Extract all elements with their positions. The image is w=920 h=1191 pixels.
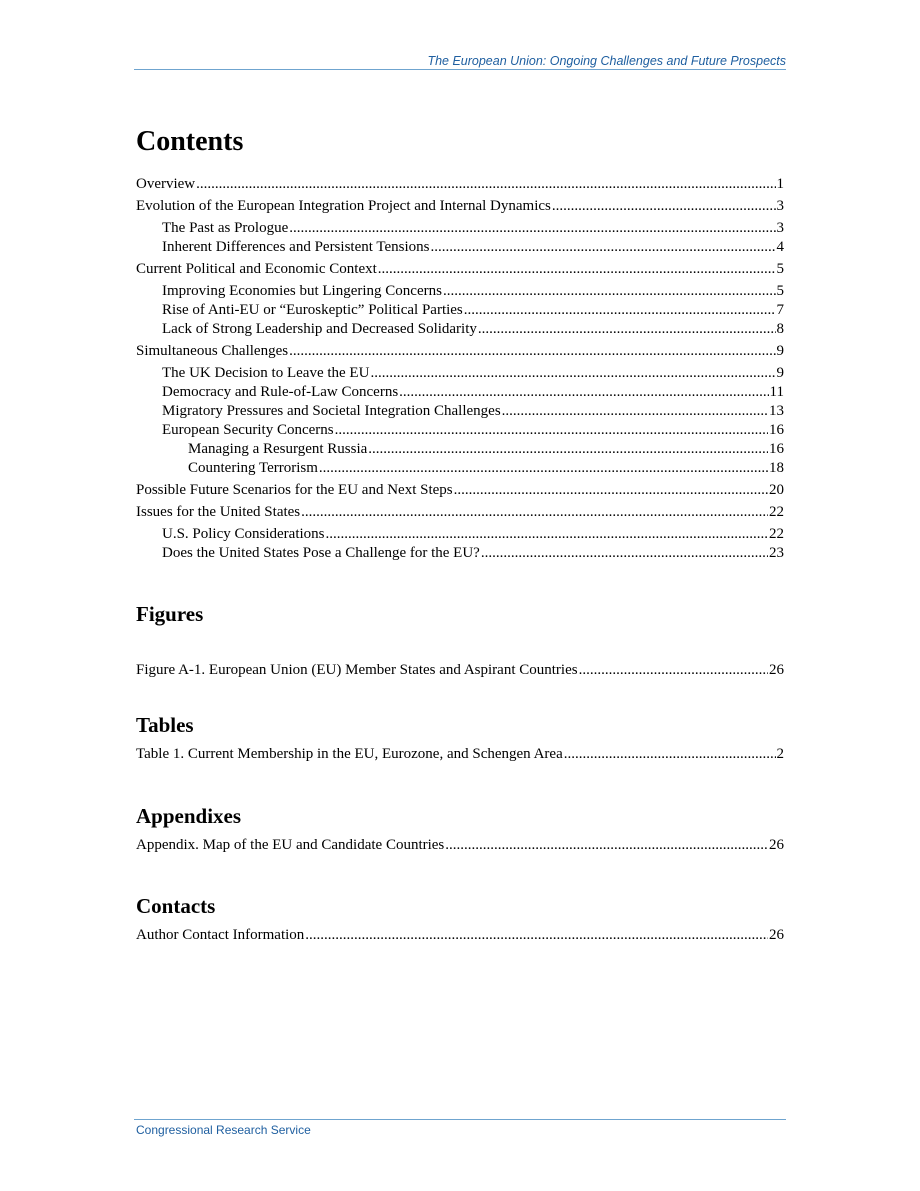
toc-page-number: 20: [769, 482, 784, 498]
toc-entry[interactable]: European Security Concerns ..... 16: [136, 421, 784, 440]
toc-entry[interactable]: Simultaneous Challenges ..... 9: [136, 342, 784, 364]
dot-leader: [196, 175, 775, 194]
appendix-entry[interactable]: Appendix. Map of the EU and Candidate Countries ..... 26: [136, 836, 784, 855]
toc-entry[interactable]: U.S. Policy Considerations ..... 22: [136, 525, 784, 544]
toc-entry[interactable]: Democracy and Rule-of-Law Concerns ..... 11: [136, 383, 784, 402]
toc-page-number: 4: [776, 239, 784, 255]
dot-leader: [478, 320, 776, 339]
toc-entry[interactable]: Managing a Resurgent Russia ..... 16: [136, 440, 784, 459]
table-entry[interactable]: Table 1. Current Membership in the EU, Eurozone, and Schengen Area ..... 2: [136, 745, 784, 764]
toc-page-number: 16: [769, 441, 784, 457]
contacts-heading: Contacts: [136, 894, 216, 918]
figure-entry[interactable]: Figure A-1. European Union (EU) Member States and Aspirant Countries ..... 26: [136, 661, 784, 680]
toc-page-number: 13: [769, 403, 784, 419]
toc-entry[interactable]: Inherent Differences and Persistent Tensions ..... 4: [136, 238, 784, 260]
dot-leader: [564, 745, 776, 764]
figures-heading: Figures: [136, 602, 204, 626]
footer-rule: [134, 1119, 786, 1120]
toc-page-number: 9: [776, 343, 784, 359]
dot-leader: [502, 402, 768, 421]
dot-leader: [454, 481, 768, 500]
toc-page-number: 22: [769, 504, 784, 520]
dot-leader: [579, 661, 768, 680]
toc-page-number: 22: [769, 526, 784, 542]
toc-entry[interactable]: Current Political and Economic Context ..... 5: [136, 260, 784, 282]
toc-entry[interactable]: Does the United States Pose a Challenge for the EU? ..... 23: [136, 544, 784, 563]
dot-leader: [368, 440, 768, 459]
toc-page-number: 8: [776, 321, 784, 337]
running-header-title: The European Union: Ongoing Challenges and Future Prospects: [427, 54, 786, 68]
dot-leader: [301, 503, 768, 522]
toc-entry[interactable]: Migratory Pressures and Societal Integration Challenges ..... 13: [136, 402, 784, 421]
dot-leader: [443, 282, 776, 301]
toc-entry[interactable]: Overview ..... 1: [136, 175, 784, 197]
toc-entry[interactable]: The Past as Prologue ..... 3: [136, 219, 784, 238]
dot-leader: [445, 836, 768, 855]
toc-page-number: 3: [776, 198, 784, 214]
toc-entry[interactable]: Improving Economies but Lingering Concerns ..... 5: [136, 282, 784, 301]
toc-page-number: 1: [776, 176, 784, 192]
toc-page-number: 9: [776, 365, 784, 381]
dot-leader: [326, 525, 768, 544]
toc-page-number: 26: [769, 662, 784, 678]
toc-entry[interactable]: Evolution of the European Integration Project and Internal Dynamics ..... 3: [136, 197, 784, 219]
footer-organization: Congressional Research Service: [136, 1123, 311, 1137]
toc-page-number: 26: [769, 837, 784, 853]
contents-heading: Contents: [136, 126, 244, 157]
toc-page-number: 2: [776, 746, 784, 762]
toc-entry[interactable]: Lack of Strong Leadership and Decreased Solidarity ..... 8: [136, 320, 784, 342]
toc-entry[interactable]: The UK Decision to Leave the EU ..... 9: [136, 364, 784, 383]
toc-entry[interactable]: Issues for the United States ..... 22: [136, 503, 784, 525]
toc-page-number: 18: [769, 460, 784, 476]
header-rule: [134, 69, 786, 70]
dot-leader: [399, 383, 768, 402]
toc-page-number: 5: [776, 261, 784, 277]
toc-page-number: 5: [776, 283, 784, 299]
toc-entry[interactable]: Countering Terrorism ..... 18: [136, 459, 784, 481]
tables-heading: Tables: [136, 713, 194, 737]
toc-page-number: 26: [769, 927, 784, 943]
toc-page-number: 11: [769, 384, 784, 400]
dot-leader: [335, 421, 768, 440]
toc-entry[interactable]: Possible Future Scenarios for the EU and Next Steps ..... 20: [136, 481, 784, 503]
table-of-contents: [136, 124, 784, 945]
dot-leader: [464, 301, 776, 320]
dot-leader: [319, 459, 768, 478]
dot-leader: [378, 260, 776, 279]
appendixes-heading: Appendixes: [136, 804, 242, 828]
dot-leader: [552, 197, 776, 216]
contact-entry[interactable]: Author Contact Information ..... 26: [136, 926, 784, 945]
toc-page-number: 16: [769, 422, 784, 438]
toc-page-number: 23: [769, 545, 784, 561]
toc-entry[interactable]: Rise of Anti-EU or “Euroskeptic” Political Parties ..... 7: [136, 301, 784, 320]
dot-leader: [289, 342, 775, 361]
dot-leader: [289, 219, 775, 238]
dot-leader: [431, 238, 776, 257]
toc-page-number: 7: [776, 302, 784, 318]
dot-leader: [481, 544, 768, 563]
dot-leader: [370, 364, 775, 383]
dot-leader: [305, 926, 768, 945]
toc-page-number: 3: [776, 220, 784, 236]
